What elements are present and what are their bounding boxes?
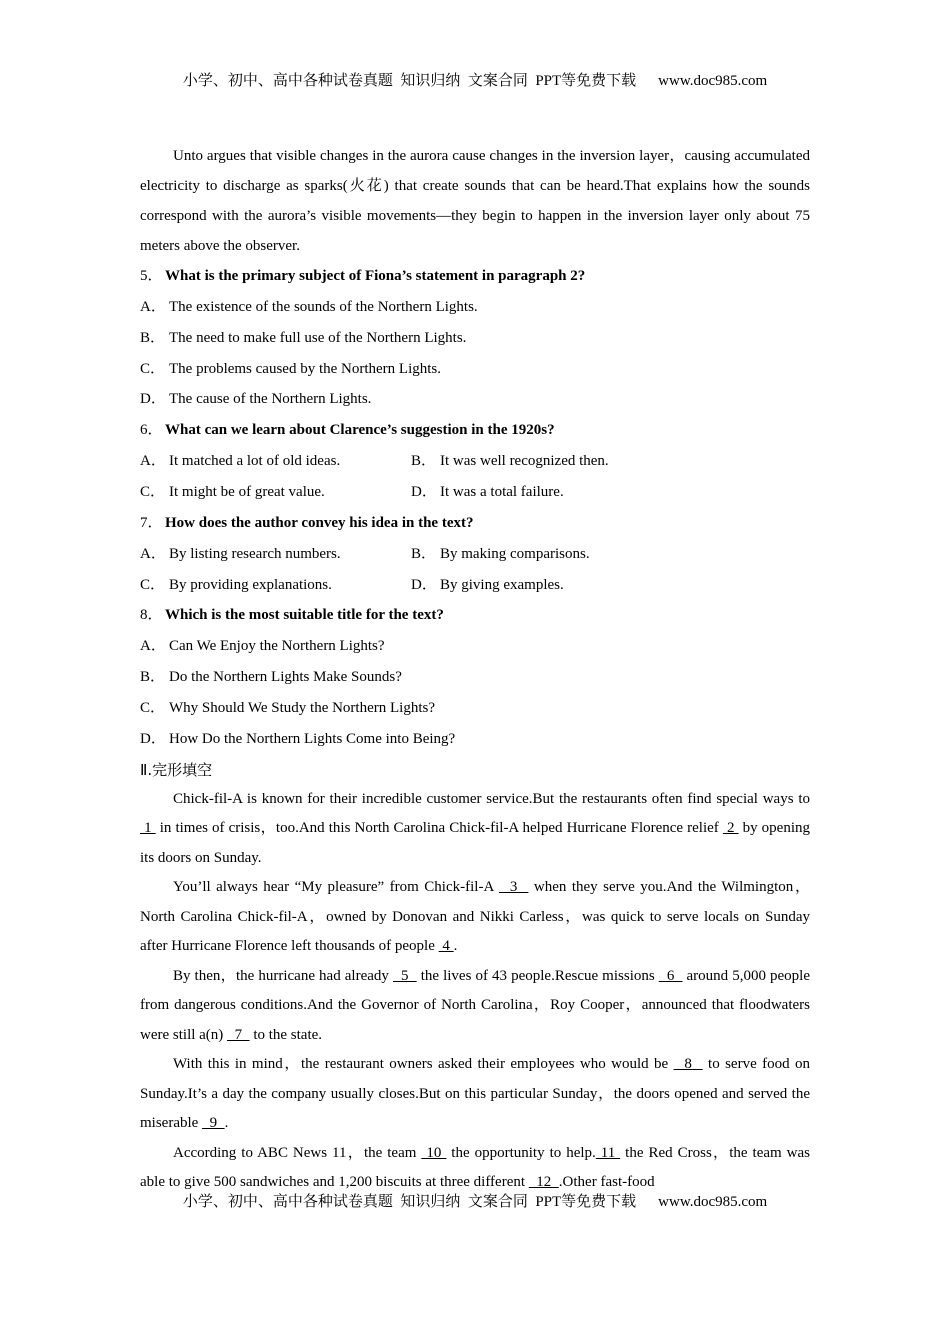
question-text: What is the primary subject of Fiona’s statement in paragraph 2?	[165, 268, 586, 284]
blank-9: 9	[202, 1115, 225, 1132]
option-label: B．	[140, 669, 166, 686]
text-run: You’ll always hear “My pleasure” from Chick-fil-A	[173, 879, 499, 896]
blank-3: 3	[498, 879, 529, 896]
blank-1: 1	[140, 820, 156, 837]
text-run: By then，the hurricane had already	[173, 967, 393, 984]
question-text: What can we learn about Clarence’s suggestion in the 1920s?	[165, 422, 555, 439]
option-d	[140, 384, 810, 415]
option-text: By making comparisons.	[440, 545, 590, 562]
blank-10: 10	[421, 1144, 447, 1161]
option-label: A．	[140, 638, 166, 655]
question-8	[140, 600, 810, 754]
cloze-paragraph-3	[140, 962, 810, 1051]
section-title-cloze: Ⅱ.完形填空	[140, 760, 213, 779]
question-number: 6．	[140, 422, 163, 439]
option-text: The need to make full use of the Northern Lights.	[169, 329, 467, 346]
footer-url: www.doc985.com	[658, 1194, 768, 1210]
option-b	[411, 446, 609, 477]
option-label: D．	[140, 730, 166, 747]
option-text: The problems caused by the Northern Lights.	[169, 360, 442, 377]
options-row-ab	[140, 539, 810, 570]
options-row-cd	[140, 477, 810, 508]
question-text: Which is the most suitable title for the text?	[165, 607, 444, 624]
question-number: 7．	[140, 514, 163, 531]
options-row-ab	[140, 446, 810, 477]
option-label: A．	[140, 453, 166, 470]
question-5	[140, 261, 810, 415]
text-run: Chick-fil-A is known for their incredible customer service.But the restaurants often find special ways to	[173, 790, 810, 807]
cloze-paragraph-5	[140, 1139, 810, 1198]
option-label: D．	[140, 391, 166, 408]
option-label: D．	[411, 576, 437, 593]
text-run: in times of crisis，too.And this North Carolina Chick-fil-A helped Hurricane Florence relief	[155, 820, 723, 837]
option-a	[140, 539, 411, 570]
option-text: By providing explanations.	[169, 576, 332, 593]
option-text: It might be of great value.	[169, 483, 325, 500]
option-label: C．	[140, 360, 166, 377]
text-run: the Red Cross，the team was able to give 500 sandwiches and 1,200 biscuits at three different	[140, 1144, 810, 1191]
option-a	[140, 631, 810, 662]
question-stem	[140, 600, 810, 631]
text-run: .	[453, 938, 458, 955]
cloze-paragraph-4	[140, 1050, 810, 1139]
text-run: to the state.	[249, 1026, 323, 1043]
question-7	[140, 508, 810, 601]
page-header	[0, 69, 950, 90]
option-text: How Do the Northern Lights Come into Being?	[169, 730, 456, 747]
option-text: The existence of the sounds of the Northern Lights.	[169, 299, 478, 315]
option-label: C．	[140, 699, 166, 716]
option-text: Why Should We Study the Northern Lights?	[169, 699, 435, 716]
option-text: It matched a lot of old ideas.	[169, 453, 341, 470]
option-d	[411, 477, 564, 508]
option-label: C．	[140, 576, 166, 593]
question-6	[140, 415, 810, 508]
option-b	[140, 662, 810, 693]
blank-8: 8	[673, 1056, 703, 1073]
option-text: By giving examples.	[440, 576, 564, 593]
blank-5: 5	[392, 967, 417, 984]
option-c	[140, 477, 411, 508]
option-text: It was well recognized then.	[440, 453, 609, 470]
header-url: www.doc985.com	[658, 73, 768, 89]
option-b	[140, 323, 810, 354]
question-stem	[140, 415, 810, 446]
option-a	[140, 446, 411, 477]
option-b	[411, 539, 590, 570]
question-stem	[140, 261, 810, 292]
footer-text: 小学、初中、高中各种试卷真题 知识归纳 文案合同 PPT等免费下载	[182, 1194, 637, 1210]
text-run: to serve food on Sunday.It’s a day the company usually closes.But on this particular Sunday，the doors opened and served the miserable	[140, 1056, 811, 1132]
text-run: by opening its doors on Sunday.	[140, 820, 811, 866]
header-text: 小学、初中、高中各种试卷真题 知识归纳 文案合同 PPT等免费下载	[182, 73, 637, 89]
text-run: .	[224, 1115, 229, 1132]
option-label: A．	[140, 299, 166, 315]
option-label: B．	[411, 545, 437, 562]
option-label: C．	[140, 483, 166, 500]
text-run: when they serve you.And the Wilmington，North Carolina Chick-fil-A，owned by Donovan and Nikki Carless，was quick to serve locals on Sunday after Hurricane Florence left thousands of people	[140, 879, 810, 955]
option-label: D．	[411, 483, 437, 500]
cloze-paragraph-1	[140, 785, 810, 874]
text-run: the lives of 43 people.Rescue missions	[416, 967, 659, 984]
option-a	[140, 292, 810, 323]
text-run: around 5,000 people from dangerous conditions.And the Governor of North Carolina，Roy Cooper，announced that floodwaters were still a(n)	[140, 967, 811, 1043]
text-run: According to ABC News 11，the team	[173, 1144, 422, 1161]
text-run: .Other fast-food	[558, 1174, 655, 1191]
cloze-paragraph-2	[140, 873, 810, 962]
blank-2: 2	[722, 820, 739, 837]
option-text: It was a total failure.	[440, 483, 564, 500]
option-text: By listing research numbers.	[169, 545, 341, 562]
option-label: B．	[140, 329, 166, 346]
document-body	[140, 141, 810, 1198]
question-number: 8．	[140, 607, 163, 624]
blank-11: 11	[595, 1144, 621, 1161]
option-c	[140, 693, 810, 724]
blank-12: 12	[528, 1174, 559, 1191]
option-text: The cause of the Northern Lights.	[169, 391, 372, 408]
option-label: B．	[411, 453, 437, 470]
blank-4: 4	[438, 938, 454, 955]
blank-6: 6	[658, 967, 683, 984]
option-d	[411, 570, 564, 601]
reading-paragraph: Unto argues that visible changes in the aurora cause changes in the inversion layer，causing accumulated electricity to discharge as sparks(火花) that create sounds that can be heard.That explains how the sounds correspond with the aurora’s visible movements—they begin to happen in the inversion layer only about 75 meters above the observer.	[140, 148, 810, 254]
question-number: 5．	[140, 268, 163, 284]
question-text: How does the author convey his idea in the text?	[165, 514, 474, 531]
option-c	[140, 570, 411, 601]
blank-7: 7	[227, 1026, 250, 1043]
options-row-cd	[140, 570, 810, 601]
page-footer	[0, 1190, 950, 1211]
option-c	[140, 354, 810, 385]
option-text: Can We Enjoy the Northern Lights?	[169, 638, 385, 655]
question-stem	[140, 508, 810, 539]
text-run: the opportunity to help.	[446, 1144, 596, 1161]
text-run: With this in mind，the restaurant owners asked their employees who would be	[173, 1056, 674, 1073]
option-label: A．	[140, 545, 166, 562]
option-d	[140, 724, 810, 755]
option-text: Do the Northern Lights Make Sounds?	[169, 669, 402, 686]
